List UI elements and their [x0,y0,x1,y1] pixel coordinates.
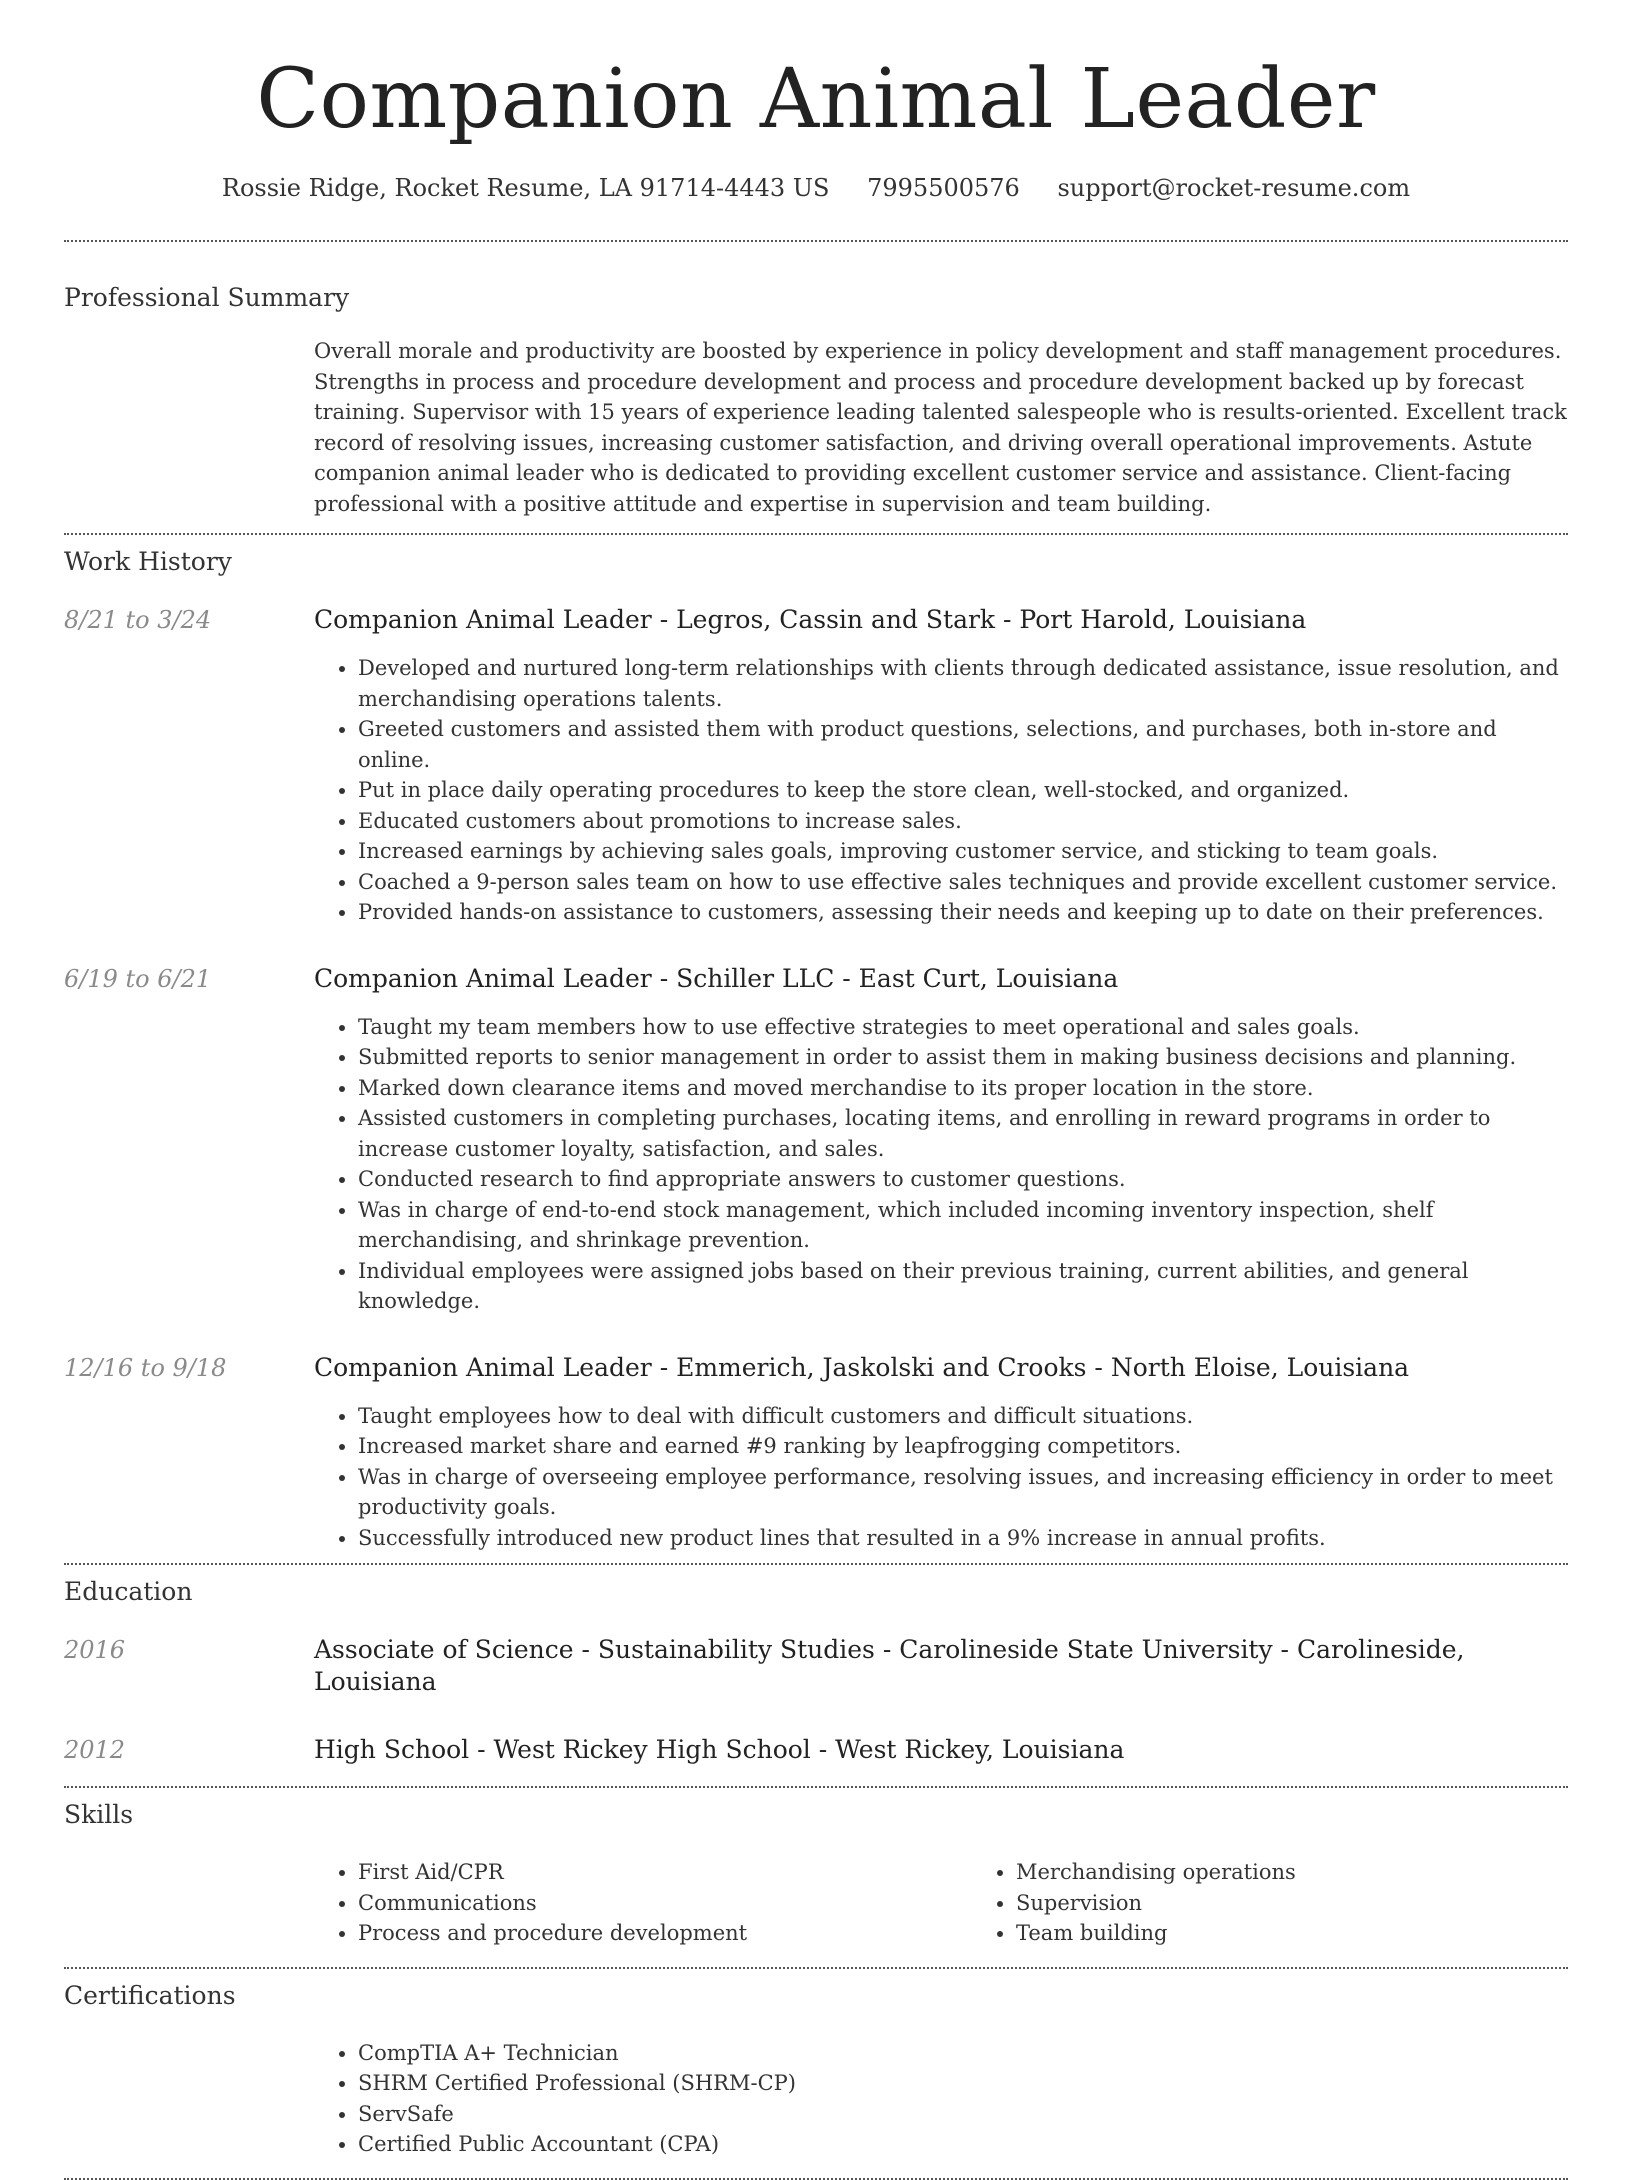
education-heading: Education [64,1577,193,1606]
list-item: • Increased earnings by achieving sales goals, improving customer service, and sticking to team goals. [358,836,1568,867]
list-item: • Was in charge of end-to-end stock management, which included incoming inventory inspection, shelf merchandising, and shrinkage prevention. [358,1195,1568,1256]
summary-text: Overall morale and productivity are boosted by experience in policy development and staff management procedures. Strengths in process and procedure development and process and procedure development backed up by forecast training. Supervisor with 15 years of experience leading talented salespeople who is results-oriented. Excellent track record of resolving issues, increasing customer satisfaction, and driving overall operational improvements. Astute companion animal leader who is dedicated to providing excellent customer service and assistance. Client-facing professional with a positive attitude and expertise in supervision and team building. [314,339,1567,516]
section-divider [64,533,1568,535]
skill-item: • Merchandising operations [1016,1857,1630,1888]
list-item: • Coached a 9-person sales team on how to use effective sales techniques and provide excellent customer service. [358,867,1568,898]
list-item: • Assisted customers in completing purchases, locating items, and enrolling in reward programs in order to increase customer loyalty, satisfaction, and sales. [358,1103,1568,1164]
skills-section [64,1799,1568,1967]
skills-list-left [314,1857,972,1949]
job-dates: 12/16 to 9/18 [64,1353,227,1382]
job-title: Companion Animal Leader - Emmerich, Jaskolski and Crooks - North Eloise, Louisiana [314,1352,1410,1382]
job-entry [64,604,1568,928]
certification-item: • Certified Public Accountant (CPA) [358,2129,1568,2160]
section-divider [64,1786,1568,1788]
job-bullets [314,1012,1568,1317]
list-item: • Submitted reports to senior management in order to assist them in making business decisions and planning. [358,1042,1568,1073]
resume-name: Companion Animal Leader [256,52,1376,147]
list-item: • Marked down clearance items and moved merchandise to its proper location in the store. [358,1073,1568,1104]
education-year: 2016 [64,1636,126,1664]
certification-item: • CompTIA A+ Technician [358,2038,1568,2069]
job-bullets [314,1401,1568,1554]
section-divider [64,1563,1568,1565]
work-history-heading: Work History [64,547,232,576]
summary-heading: Professional Summary [64,283,350,312]
work-history-section [64,546,1568,1563]
certification-item: • SHRM Certified Professional (SHRM-CP) [358,2068,1568,2099]
list-item: • Developed and nurtured long-term relationships with clients through dedicated assistance, issue resolution, and merchandising operations talents. [358,653,1568,714]
list-item: • Was in charge of overseeing employee performance, resolving issues, and increasing efficiency in order to meet productivity goals. [358,1462,1568,1523]
certification-item: • ServSafe [358,2099,1568,2130]
list-item: • Increased market share and earned #9 ranking by leapfrogging competitors. [358,1431,1568,1462]
education-section [64,1576,1568,1786]
contact-email: support@rocket-resume.com [1057,174,1411,202]
skill-item: • First Aid/CPR [358,1857,972,1888]
section-divider [64,240,1568,242]
list-item: • Taught employees how to deal with difficult customers and difficult situations. [358,1401,1568,1432]
list-item: • Individual employees were assigned jobs based on their previous training, current abilities, and general knowledge. [358,1256,1568,1317]
education-entry [64,1634,1568,1698]
job-entry [64,963,1568,1317]
skill-item: • Process and procedure development [358,1918,972,1949]
job-title: Companion Animal Leader - Schiller LLC - East Curt, Louisiana [314,963,1119,993]
education-entry [64,1734,1568,1786]
list-item: • Conducted research to find appropriate answers to customer questions. [358,1164,1568,1195]
certifications-section [64,1980,1568,2178]
contact-line [64,172,1568,204]
skills-list-right [972,1857,1630,1949]
certifications-list [314,2038,1568,2160]
list-item: • Taught my team members how to use effective strategies to meet operational and sales goals. [358,1012,1568,1043]
education-year: 2012 [64,1736,126,1764]
skill-item: • Communications [358,1888,972,1919]
job-dates: 6/19 to 6/21 [64,964,212,993]
education-title: Associate of Science - Sustainability Studies - Carolineside State University - Carolineside, Louisiana [314,1635,1465,1696]
summary-section [64,282,1568,533]
section-divider [64,1967,1568,1969]
job-title: Companion Animal Leader - Legros, Cassin and Stark - Port Harold, Louisiana [314,605,1307,634]
contact-phone: 7995500576 [867,174,1020,202]
list-item: • Successfully introduced new product lines that resulted in a 9% increase in annual profits. [358,1523,1568,1554]
job-dates: 8/21 to 3/24 [64,606,212,634]
list-item: • Greeted customers and assisted them with product questions, selections, and purchases, both in-store and online. [358,714,1568,775]
section-divider [64,2178,1568,2180]
list-item: • Put in place daily operating procedures to keep the store clean, well-stocked, and organized. [358,775,1568,806]
education-title: High School - West Rickey High School - West Rickey, Louisiana [314,1735,1125,1764]
contact-address: Rossie Ridge, Rocket Resume, LA 91714-4443 US [221,174,830,202]
job-bullets [314,653,1568,928]
list-item: • Educated customers about promotions to increase sales. [358,806,1568,837]
resume-header [64,0,1568,204]
skill-item: • Supervision [1016,1888,1630,1919]
list-item: • Provided hands-on assistance to customers, assessing their needs and keeping up to date on their preferences. [358,897,1568,928]
certifications-heading: Certifications [64,1980,236,2010]
job-entry [64,1352,1568,1564]
skill-item: • Team building [1016,1918,1630,1949]
skills-heading: Skills [64,1800,134,1829]
